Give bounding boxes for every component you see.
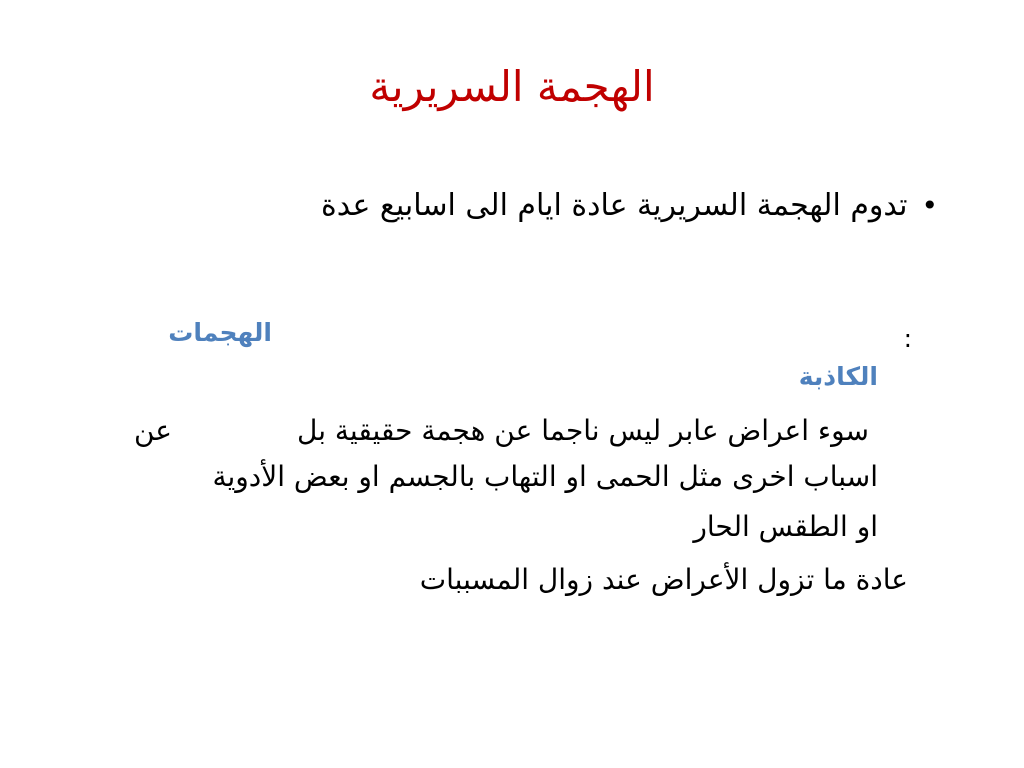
false-attacks-colon: : — [903, 324, 912, 353]
body-line-1: سوء اعراض عابر ليس ناجما عن هجمة حقيقية بل — [297, 414, 869, 447]
bullet-text: تدوم الهجمة السريرية عادة ايام الى اسابيع عدة — [321, 188, 908, 223]
bullet-item — [321, 188, 938, 223]
slide-title: الهجمة السريرية — [369, 62, 655, 111]
body-line-1-end: عن — [133, 414, 172, 447]
false-attacks-heading-word2: الكاذبة — [798, 362, 878, 391]
body-line-4: عادة ما تزول الأعراض عند زوال المسببات — [419, 563, 908, 596]
false-attacks-heading-word1: الهجمات — [168, 318, 272, 347]
bullet-icon: • — [921, 189, 938, 222]
body-line-2: اسباب اخرى مثل الحمى او التهاب بالجسم او بعض الأدوية — [212, 460, 878, 493]
body-line-3: او الطقس الحار — [693, 510, 878, 543]
